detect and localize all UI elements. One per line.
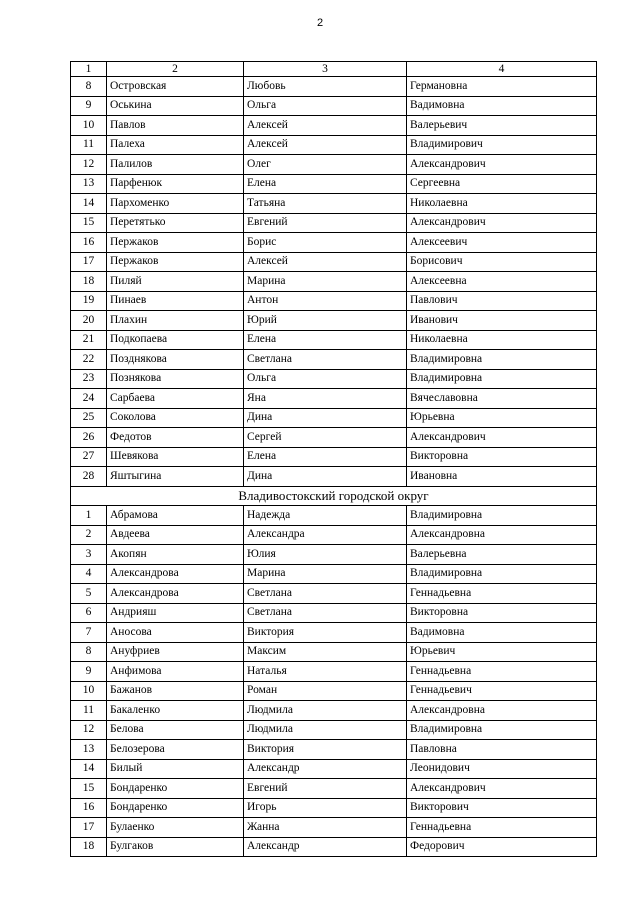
section-row: [71, 486, 597, 506]
table-header-row: [71, 62, 597, 77]
name-cell: Любовь: [244, 77, 407, 97]
patronymic-cell: Павлович: [407, 291, 597, 311]
table-row: [71, 389, 597, 409]
row-number: 14: [71, 759, 107, 779]
row-number: 12: [71, 720, 107, 740]
name-cell: Светлана: [244, 350, 407, 370]
table-row: [71, 837, 597, 857]
row-number: 12: [71, 155, 107, 175]
surname-cell: Позднякова: [107, 350, 244, 370]
row-number: 18: [71, 837, 107, 857]
surname-cell: Бажанов: [107, 681, 244, 701]
row-number: 18: [71, 272, 107, 292]
name-cell: Александра: [244, 525, 407, 545]
row-number: 14: [71, 194, 107, 214]
row-number: 13: [71, 174, 107, 194]
surname-cell: Познякова: [107, 369, 244, 389]
patronymic-cell: Викторовна: [407, 447, 597, 467]
table-row: [71, 642, 597, 662]
row-number: 8: [71, 642, 107, 662]
row-number: 10: [71, 116, 107, 136]
surname-cell: Шевякова: [107, 447, 244, 467]
patronymic-cell: Сергеевна: [407, 174, 597, 194]
name-cell: Яна: [244, 389, 407, 409]
row-number: 17: [71, 818, 107, 838]
name-cell: Евгений: [244, 779, 407, 799]
surname-cell: Пержаков: [107, 233, 244, 253]
table-row: [71, 96, 597, 116]
patronymic-cell: Ивановна: [407, 467, 597, 487]
row-number: 24: [71, 389, 107, 409]
table-row: [71, 447, 597, 467]
name-cell: Роман: [244, 681, 407, 701]
patronymic-cell: Викторович: [407, 798, 597, 818]
name-cell: Елена: [244, 174, 407, 194]
name-cell: Игорь: [244, 798, 407, 818]
table-row: [71, 350, 597, 370]
table-row: [71, 116, 597, 136]
surname-cell: Оськина: [107, 96, 244, 116]
surname-cell: Андрияш: [107, 603, 244, 623]
table-row: [71, 603, 597, 623]
patronymic-cell: Геннадьевич: [407, 681, 597, 701]
name-cell: Елена: [244, 447, 407, 467]
table-row: [71, 779, 597, 799]
name-cell: Дина: [244, 467, 407, 487]
row-number: 15: [71, 779, 107, 799]
patronymic-cell: Алексеевич: [407, 233, 597, 253]
surname-cell: Яштыгина: [107, 467, 244, 487]
patronymic-cell: Вячеславовна: [407, 389, 597, 409]
table-row: [71, 135, 597, 155]
surname-cell: Булгаков: [107, 837, 244, 857]
name-cell: Алексей: [244, 116, 407, 136]
column-header: 1: [71, 62, 107, 77]
patronymic-cell: Юрьевич: [407, 642, 597, 662]
name-cell: Надежда: [244, 506, 407, 526]
table-row: [71, 252, 597, 272]
patronymic-cell: Александрович: [407, 213, 597, 233]
table-row: [71, 194, 597, 214]
row-number: 7: [71, 623, 107, 643]
name-cell: Марина: [244, 272, 407, 292]
surname-cell: Александрова: [107, 564, 244, 584]
column-header: 3: [244, 62, 407, 77]
surname-cell: Булаенко: [107, 818, 244, 838]
table-row: [71, 174, 597, 194]
table-row: [71, 720, 597, 740]
row-number: 5: [71, 584, 107, 604]
row-number: 11: [71, 701, 107, 721]
table-row: [71, 818, 597, 838]
table-row: [71, 584, 597, 604]
surname-cell: Аносова: [107, 623, 244, 643]
patronymic-cell: Валерьевна: [407, 545, 597, 565]
row-number: 10: [71, 681, 107, 701]
surname-cell: Акопян: [107, 545, 244, 565]
table-row: [71, 428, 597, 448]
row-number: 28: [71, 467, 107, 487]
name-cell: Людмила: [244, 701, 407, 721]
patronymic-cell: Александрович: [407, 155, 597, 175]
table-row: [71, 291, 597, 311]
patronymic-cell: Валерьевич: [407, 116, 597, 136]
patronymic-cell: Александрович: [407, 779, 597, 799]
row-number: 2: [71, 525, 107, 545]
name-cell: Александр: [244, 837, 407, 857]
row-number: 11: [71, 135, 107, 155]
table-row: [71, 798, 597, 818]
name-cell: Алексей: [244, 252, 407, 272]
name-cell: Антон: [244, 291, 407, 311]
row-number: 19: [71, 291, 107, 311]
surname-cell: Федотов: [107, 428, 244, 448]
name-cell: Виктория: [244, 740, 407, 760]
row-number: 15: [71, 213, 107, 233]
table-row: [71, 330, 597, 350]
surname-cell: Бондаренко: [107, 779, 244, 799]
section-title: Владивостокский городской округ: [71, 486, 597, 506]
surname-cell: Плахин: [107, 311, 244, 331]
table-row: [71, 740, 597, 760]
name-cell: Марина: [244, 564, 407, 584]
patronymic-cell: Владимировна: [407, 506, 597, 526]
name-cell: Ольга: [244, 369, 407, 389]
patronymic-cell: Алексеевна: [407, 272, 597, 292]
surname-cell: Абрамова: [107, 506, 244, 526]
patronymic-cell: Борисович: [407, 252, 597, 272]
row-number: 17: [71, 252, 107, 272]
table-row: [71, 272, 597, 292]
table-row: [71, 408, 597, 428]
table-row: [71, 564, 597, 584]
surname-cell: Сарбаева: [107, 389, 244, 409]
column-header: 4: [407, 62, 597, 77]
surname-cell: Пинаев: [107, 291, 244, 311]
name-cell: Олег: [244, 155, 407, 175]
row-number: 9: [71, 96, 107, 116]
table-row: [71, 701, 597, 721]
roster-table: [70, 61, 597, 857]
table-row: [71, 506, 597, 526]
patronymic-cell: Викторовна: [407, 603, 597, 623]
patronymic-cell: Александрович: [407, 428, 597, 448]
surname-cell: Белозерова: [107, 740, 244, 760]
group2-rows: [71, 506, 597, 857]
patronymic-cell: Юрьевна: [407, 408, 597, 428]
patronymic-cell: Владимировна: [407, 720, 597, 740]
row-number: 21: [71, 330, 107, 350]
name-cell: Дина: [244, 408, 407, 428]
patronymic-cell: Германовна: [407, 77, 597, 97]
name-cell: Людмила: [244, 720, 407, 740]
surname-cell: Пархоменко: [107, 194, 244, 214]
name-cell: Ольга: [244, 96, 407, 116]
patronymic-cell: Леонидович: [407, 759, 597, 779]
patronymic-cell: Иванович: [407, 311, 597, 331]
surname-cell: Ануфриев: [107, 642, 244, 662]
patronymic-cell: Федорович: [407, 837, 597, 857]
table-row: [71, 545, 597, 565]
surname-cell: Белова: [107, 720, 244, 740]
patronymic-cell: Владимировна: [407, 350, 597, 370]
patronymic-cell: Геннадьевна: [407, 662, 597, 682]
name-cell: Алексей: [244, 135, 407, 155]
row-number: 3: [71, 545, 107, 565]
surname-cell: Подкопаева: [107, 330, 244, 350]
table-row: [71, 77, 597, 97]
name-cell: Евгений: [244, 213, 407, 233]
patronymic-cell: Николаевна: [407, 194, 597, 214]
surname-cell: Бондаренко: [107, 798, 244, 818]
table-row: [71, 233, 597, 253]
row-number: 27: [71, 447, 107, 467]
table-row: [71, 759, 597, 779]
name-cell: Александр: [244, 759, 407, 779]
name-cell: Светлана: [244, 584, 407, 604]
name-cell: Светлана: [244, 603, 407, 623]
table-row: [71, 623, 597, 643]
patronymic-cell: Вадимовна: [407, 96, 597, 116]
table-row: [71, 213, 597, 233]
patronymic-cell: Владимировна: [407, 564, 597, 584]
surname-cell: Перетятько: [107, 213, 244, 233]
surname-cell: Билый: [107, 759, 244, 779]
name-cell: Татьяна: [244, 194, 407, 214]
surname-cell: Соколова: [107, 408, 244, 428]
row-number: 22: [71, 350, 107, 370]
row-number: 23: [71, 369, 107, 389]
patronymic-cell: Геннадьевна: [407, 584, 597, 604]
row-number: 1: [71, 506, 107, 526]
name-cell: Сергей: [244, 428, 407, 448]
row-number: 13: [71, 740, 107, 760]
name-cell: Юлия: [244, 545, 407, 565]
table-row: [71, 369, 597, 389]
row-number: 26: [71, 428, 107, 448]
row-number: 20: [71, 311, 107, 331]
patronymic-cell: Вадимовна: [407, 623, 597, 643]
patronymic-cell: Александровна: [407, 701, 597, 721]
row-number: 25: [71, 408, 107, 428]
row-number: 16: [71, 233, 107, 253]
patronymic-cell: Павловна: [407, 740, 597, 760]
patronymic-cell: Геннадьевна: [407, 818, 597, 838]
name-cell: Борис: [244, 233, 407, 253]
row-number: 8: [71, 77, 107, 97]
surname-cell: Авдеева: [107, 525, 244, 545]
name-cell: Елена: [244, 330, 407, 350]
name-cell: Юрий: [244, 311, 407, 331]
group1-rows: [71, 77, 597, 487]
surname-cell: Островская: [107, 77, 244, 97]
patronymic-cell: Николаевна: [407, 330, 597, 350]
column-header: 2: [107, 62, 244, 77]
table-row: [71, 467, 597, 487]
row-number: 4: [71, 564, 107, 584]
row-number: 9: [71, 662, 107, 682]
patronymic-cell: Владимировна: [407, 369, 597, 389]
surname-cell: Павлов: [107, 116, 244, 136]
surname-cell: Парфенюк: [107, 174, 244, 194]
page-number: 2: [316, 17, 324, 29]
surname-cell: Пиляй: [107, 272, 244, 292]
patronymic-cell: Александровна: [407, 525, 597, 545]
row-number: 6: [71, 603, 107, 623]
table-row: [71, 681, 597, 701]
row-number: 16: [71, 798, 107, 818]
name-cell: Максим: [244, 642, 407, 662]
surname-cell: Палеха: [107, 135, 244, 155]
table-row: [71, 525, 597, 545]
table-row: [71, 311, 597, 331]
surname-cell: Бакаленко: [107, 701, 244, 721]
surname-cell: Анфимова: [107, 662, 244, 682]
surname-cell: Александрова: [107, 584, 244, 604]
name-cell: Жанна: [244, 818, 407, 838]
name-cell: Виктория: [244, 623, 407, 643]
name-cell: Наталья: [244, 662, 407, 682]
surname-cell: Пержаков: [107, 252, 244, 272]
table-row: [71, 155, 597, 175]
patronymic-cell: Владимирович: [407, 135, 597, 155]
table-row: [71, 662, 597, 682]
surname-cell: Палилов: [107, 155, 244, 175]
